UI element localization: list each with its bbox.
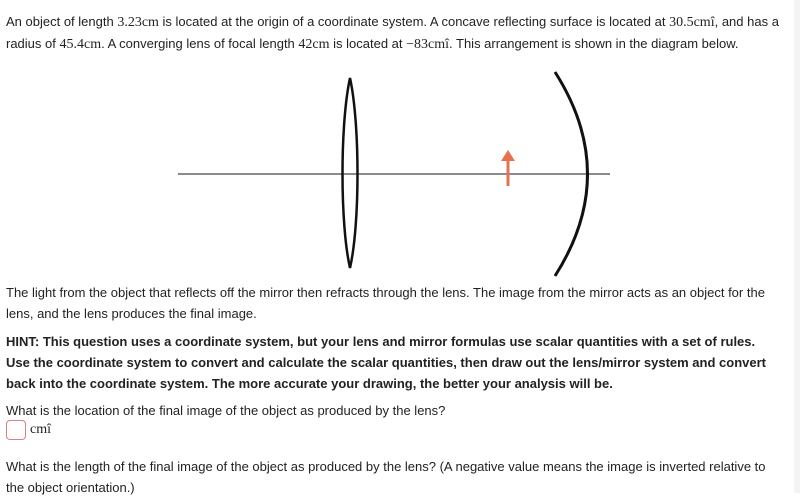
answer-row-location	[6, 419, 51, 441]
mirror-position-value: 30.5cmî	[669, 15, 715, 30]
converging-lens	[343, 78, 358, 268]
object-arrow-head	[501, 150, 515, 161]
hint-text: HINT: This question uses a coordinate system, but your lens and mirror formulas use scalar quantities with a set of rules. Use the coordinate system to convert and calculate the scalar quantities, then draw out the lens/mirror system and convert back into the coordinate system. The more accurate your drawing, the better your analysis will be.	[6, 334, 766, 391]
problem-intro: An object of length 3.23cm is located at the origin of a coordinate system. A concave reflecting surface is located at 30.5cmî, and has a radius of 45.4cm. A converging lens of focal length 42cm is located at −83cmî. This arrangement is shown in the diagram below.	[6, 14, 779, 52]
object-length-value: 3.23cm	[117, 15, 159, 30]
lens-focal-value: 42cm	[298, 37, 330, 52]
optics-diagram	[170, 64, 610, 280]
location-answer-input[interactable]	[6, 420, 26, 440]
mirror-radius-value: 45.4cm	[59, 37, 102, 52]
question-final-image-location: What is the location of the final image of the object as produced by the lens?	[6, 403, 446, 418]
question-final-image-length: What is the length of the final image of the object as produced by the lens? (A negative value means the image is inverted relative to the object orientation.)	[6, 459, 766, 495]
page-scrollbar[interactable]	[794, 0, 800, 493]
location-unit: cmî	[30, 422, 51, 437]
lens-position-value: −83cmî	[406, 37, 450, 52]
explanation-text: The light from the object that reflects off the mirror then refracts through the lens. The image from the mirror acts as an object for the lens, and the lens produces the final image.	[6, 285, 765, 321]
